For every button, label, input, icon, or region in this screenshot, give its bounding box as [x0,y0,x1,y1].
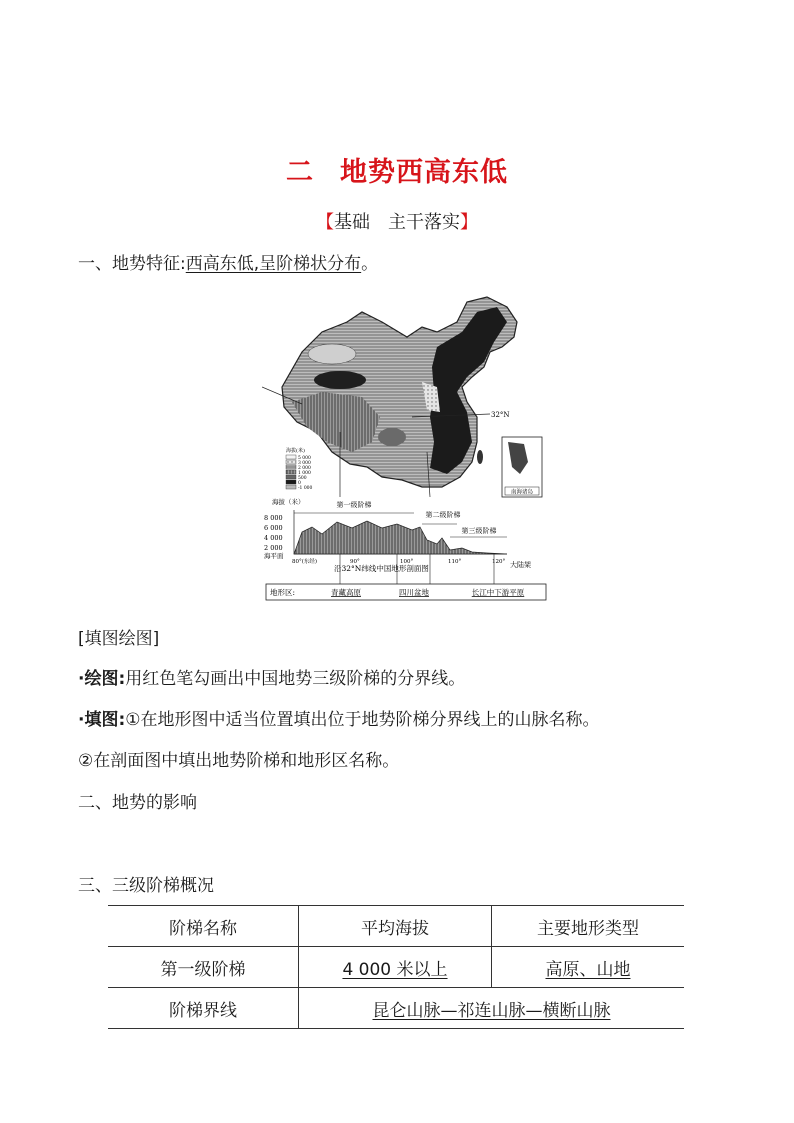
draw-text: 用红色笔勾画出中国地势三级阶梯的分界线。 [125,669,466,689]
svg-text:海拔(米): 海拔(米) [286,448,305,454]
cell-step-name: 第一级阶梯 [108,947,299,988]
svg-text:90°: 90° [350,559,360,565]
fill-header: [填图绘图] [78,629,160,649]
subtitle [0,208,794,234]
svg-text:2 000: 2 000 [298,466,311,471]
header-main-terrain: 主要地形类型 [492,906,685,947]
svg-text:80°(东经): 80°(东经) [292,559,318,565]
region-qingzang: 青藏高原 [331,588,361,597]
svg-text:8 000: 8 000 [264,514,283,522]
fill-instruction [78,708,600,732]
terrain-feature-label: 一、地势特征: [78,254,186,274]
svg-text:0: 0 [298,481,301,486]
bracket-close: 】 [460,212,478,233]
elevation-legend [286,447,313,491]
terrain-feature-line [78,252,378,276]
step3-label: 第三级阶梯 [461,527,497,535]
svg-text:地形区:: 地形区: [270,588,296,597]
section-title: 地势西高东低 [340,157,508,188]
draw-instruction [78,667,465,691]
table-header-row [108,906,684,947]
step1-label: 第一级阶梯 [336,501,372,509]
bracket-open: 【 [316,212,334,233]
cell-main-terrain: 高原、山地 [492,947,685,988]
svg-text:南海诸岛: 南海诸岛 [510,489,534,496]
svg-text:海平面: 海平面 [264,552,284,560]
cell-boundary-value: 昆仑山脉—祁连山脉—横断山脉 [299,988,685,1029]
profile-caption: 沿32°N纬线中国地形剖面图 [334,564,429,573]
section-3-heading: 三、三级阶梯概况 [78,876,214,896]
svg-text:500: 500 [298,476,307,481]
table-row [108,988,684,1029]
page-title [0,150,794,189]
draw-label: ·绘图: [78,669,126,689]
terrain-map-figure [262,292,552,602]
section-number: 二 [286,157,314,188]
svg-text:海拔（米）: 海拔（米） [272,498,305,506]
fill-text-1: ①在地形图中适当位置填出位于地势阶梯分界线上的山脉名称。 [125,710,600,730]
svg-text:3 000: 3 000 [298,461,311,466]
south-china-sea-inset [502,437,542,497]
fill-text-2: ②在剖面图中填出地势阶梯和地形区名称。 [78,751,400,771]
region-row [266,584,546,600]
latitude-label: 32°N [491,411,510,419]
continental-shelf-label: 大陆架 [510,561,531,569]
steps-table [108,905,684,1029]
step2-label: 第二级阶梯 [425,511,461,519]
terrain-feature-answer: 西高东低,呈阶梯状分布 [185,254,362,274]
region-yangtze-plain: 长江中下游平原 [471,588,525,597]
region-sichuan: 四川盆地 [399,588,429,597]
terrain-feature-end: 。 [361,254,379,274]
cell-avg-altitude: 4 000 米以上 [299,947,492,988]
cell-boundary-label: 阶梯界线 [108,988,299,1029]
svg-text:2 000: 2 000 [264,544,283,552]
svg-text:6 000: 6 000 [264,524,283,532]
svg-text:1 000: 1 000 [298,471,311,476]
china-terrain-map [262,292,552,602]
header-step-name: 阶梯名称 [108,906,299,947]
svg-text:110°: 110° [448,559,462,565]
table-row [108,947,684,988]
fill-label: ·填图: [78,710,126,730]
svg-text:120°: 120° [492,559,506,565]
svg-text:100°: 100° [400,559,414,565]
terrain-profile [264,497,531,584]
header-avg-altitude: 平均海拔 [299,906,492,947]
svg-text:5 000: 5 000 [298,456,311,461]
svg-text:4 000: 4 000 [264,534,283,542]
subtitle-text: 基础 主干落实 [334,212,460,233]
section-2-heading: 二、地势的影响 [78,793,197,813]
svg-text:-1 000: -1 000 [298,486,313,491]
